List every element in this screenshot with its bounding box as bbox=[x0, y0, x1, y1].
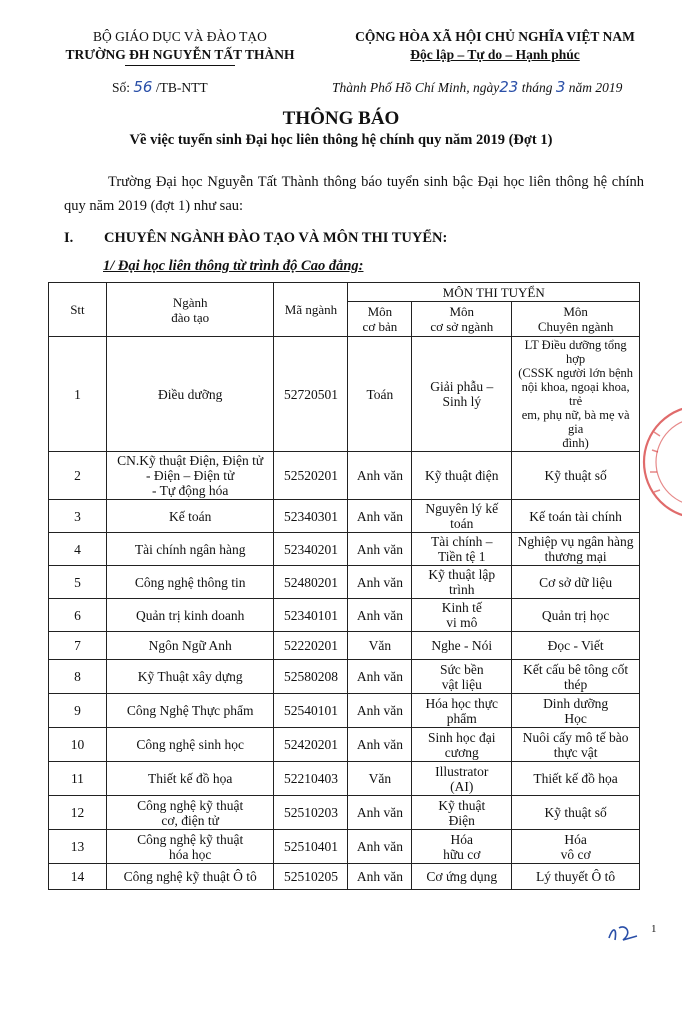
mon-chuyen-nganh-cell: Nuôi cấy mô tế bào thực vật bbox=[512, 728, 640, 762]
nganh-cell: Kế toán bbox=[106, 500, 274, 533]
table-row bbox=[49, 660, 640, 694]
section-number: I. bbox=[64, 230, 74, 246]
mon-co-so-cell: Sức bền vật liệu bbox=[412, 660, 512, 694]
table-row bbox=[49, 566, 640, 599]
mon-chuyen-nganh-cell: Thiết kế đồ họa bbox=[512, 762, 640, 796]
mon-co-so-cell: Hóa hữu cơ bbox=[412, 830, 512, 864]
mon-co-so-cell: Kỹ thuật điện bbox=[412, 452, 512, 500]
mon-co-ban-cell: Văn bbox=[348, 762, 412, 796]
mon-chuyen-nganh-cell: LT Điều dưỡng tổng hợp (CSSK người lớn bệnh nội khoa, ngoại khoa, trẻ em, phụ nữ, bà mẹ và gia đình) bbox=[512, 337, 640, 452]
header-chuyen-nganh: Môn Chuyên ngành bbox=[512, 302, 640, 337]
mon-co-ban-cell: Anh văn bbox=[348, 566, 412, 599]
mon-co-ban-cell: Anh văn bbox=[348, 660, 412, 694]
nganh-cell: Công nghệ kỹ thuật Ô tô bbox=[106, 864, 274, 890]
header-nganh: Ngành đào tạo bbox=[106, 283, 274, 337]
ma-nganh-cell: 52480201 bbox=[274, 566, 348, 599]
mon-co-so-cell: Kinh tế vi mô bbox=[412, 599, 512, 632]
ma-nganh-cell: 52720501 bbox=[274, 337, 348, 452]
header-co-ban: Môn cơ bản bbox=[348, 302, 412, 337]
signature-initial bbox=[603, 918, 647, 953]
stt-cell: 6 bbox=[49, 599, 107, 632]
stt-cell: 5 bbox=[49, 566, 107, 599]
ma-nganh-cell: 52510203 bbox=[274, 796, 348, 830]
mon-co-ban-cell: Toán bbox=[348, 337, 412, 452]
mon-co-ban-cell: Anh văn bbox=[348, 599, 412, 632]
doc-number-handwritten: 56 bbox=[133, 78, 153, 96]
mon-co-ban-cell: Anh văn bbox=[348, 864, 412, 890]
ma-nganh-cell: 52580208 bbox=[274, 660, 348, 694]
mon-co-ban-cell: Anh văn bbox=[348, 796, 412, 830]
nganh-cell: Công nghệ thông tin bbox=[106, 566, 274, 599]
nganh-cell: Điều dưỡng bbox=[106, 337, 274, 452]
mon-co-so-cell: Kỹ thuật lập trình bbox=[412, 566, 512, 599]
mon-co-so-cell: Nghe - Nói bbox=[412, 632, 512, 660]
header-stt: Stt bbox=[49, 283, 107, 337]
university-name: TRƯỜNG ĐH NGUYỄN TẤT THÀNH bbox=[65, 47, 295, 62]
ma-nganh-cell: 52510401 bbox=[274, 830, 348, 864]
nganh-cell: Quản trị kinh doanh bbox=[106, 599, 274, 632]
document-subtitle: Về việc tuyển sinh Đại học liên thông hệ chính quy năm 2019 (Đợt 1) bbox=[129, 132, 553, 148]
mon-chuyen-nganh-cell: Cơ sở dữ liệu bbox=[512, 566, 640, 599]
table-row bbox=[49, 632, 640, 660]
nganh-cell: Ngôn Ngữ Anh bbox=[106, 632, 274, 660]
mon-co-ban-cell: Anh văn bbox=[348, 694, 412, 728]
red-stamp bbox=[640, 392, 682, 532]
mon-co-ban-cell: Anh văn bbox=[348, 728, 412, 762]
intro-paragraph: Trường Đại học Nguyễn Tất Thành thông báo tuyển sinh bậc Đại học liên thông hệ chính quy năm 2019 (đợt 1) như sau: bbox=[64, 174, 644, 214]
nganh-cell: Công nghệ kỹ thuật cơ, điện tử bbox=[106, 796, 274, 830]
stt-cell: 10 bbox=[49, 728, 107, 762]
mon-chuyen-nganh-cell: Lý thuyết Ô tô bbox=[512, 864, 640, 890]
mon-chuyen-nganh-cell: Quản trị học bbox=[512, 599, 640, 632]
program-table-body bbox=[49, 337, 640, 890]
table-row bbox=[49, 762, 640, 796]
stt-cell: 1 bbox=[49, 337, 107, 452]
stt-cell: 9 bbox=[49, 694, 107, 728]
nganh-cell: Công nghệ sinh học bbox=[106, 728, 274, 762]
country-name: CỘNG HÒA XÃ HỘI CHỦ NGHĨA VIỆT NAM bbox=[355, 29, 635, 44]
stt-cell: 8 bbox=[49, 660, 107, 694]
ma-nganh-cell: 52520201 bbox=[274, 452, 348, 500]
mon-co-ban-cell: Văn bbox=[348, 632, 412, 660]
mon-co-so-cell: Kỹ thuật Điện bbox=[412, 796, 512, 830]
nganh-cell: Tài chính ngân hàng bbox=[106, 533, 274, 566]
table-row bbox=[49, 599, 640, 632]
stt-cell: 7 bbox=[49, 632, 107, 660]
mon-co-so-cell: Cơ ứng dụng bbox=[412, 864, 512, 890]
stt-cell: 13 bbox=[49, 830, 107, 864]
ma-nganh-cell: 52210403 bbox=[274, 762, 348, 796]
section-heading-1 bbox=[64, 230, 447, 247]
mon-co-ban-cell: Anh văn bbox=[348, 452, 412, 500]
header-right bbox=[330, 28, 660, 64]
date-day-handwritten: 23 bbox=[499, 78, 519, 96]
table-row bbox=[49, 337, 640, 452]
header-ma-nganh: Mã ngành bbox=[274, 283, 348, 337]
mon-co-so-cell: Nguyên lý kế toán bbox=[412, 500, 512, 533]
stt-cell: 12 bbox=[49, 796, 107, 830]
page-number: 1 bbox=[651, 923, 657, 935]
place-date: Thành Phố Hồ Chí Minh, ngày23 tháng 3 năm 2019 bbox=[332, 78, 623, 96]
table-row bbox=[49, 452, 640, 500]
table-row bbox=[49, 864, 640, 890]
nganh-cell: CN.Kỹ thuật Điện, Điện tử - Điện – Điện tử - Tự động hóa bbox=[106, 452, 274, 500]
mon-co-so-cell: Hóa học thực phẩm bbox=[412, 694, 512, 728]
document-number: Số: 56 /TB-NTT bbox=[112, 78, 208, 96]
table-row bbox=[49, 796, 640, 830]
header-mon-thi: MÔN THI TUYỂN bbox=[348, 283, 640, 302]
ma-nganh-cell: 52340201 bbox=[274, 533, 348, 566]
subsection-heading: 1/ Đại học liên thông từ trình độ Cao đẳng: bbox=[103, 258, 364, 274]
table-row bbox=[49, 533, 640, 566]
program-table bbox=[48, 282, 640, 890]
nganh-cell: Thiết kế đồ họa bbox=[106, 762, 274, 796]
mon-chuyen-nganh-cell: Kỹ thuật số bbox=[512, 796, 640, 830]
section-title: CHUYÊN NGÀNH ĐÀO TẠO VÀ MÔN THI TUYỂN: bbox=[104, 230, 448, 246]
table-row bbox=[49, 694, 640, 728]
mon-co-ban-cell: Anh văn bbox=[348, 533, 412, 566]
mon-chuyen-nganh-cell: Hóa vô cơ bbox=[512, 830, 640, 864]
mon-co-ban-cell: Anh văn bbox=[348, 500, 412, 533]
mon-chuyen-nganh-cell: Kế toán tài chính bbox=[512, 500, 640, 533]
ma-nganh-cell: 52510205 bbox=[274, 864, 348, 890]
stt-cell: 2 bbox=[49, 452, 107, 500]
stt-cell: 3 bbox=[49, 500, 107, 533]
ma-nganh-cell: 52420201 bbox=[274, 728, 348, 762]
mon-co-ban-cell: Anh văn bbox=[348, 830, 412, 864]
nganh-cell: Công nghệ kỹ thuật hóa học bbox=[106, 830, 274, 864]
stt-cell: 11 bbox=[49, 762, 107, 796]
mon-chuyen-nganh-cell: Dinh dưỡng Học bbox=[512, 694, 640, 728]
national-motto: Độc lập – Tự do – Hạnh phúc bbox=[410, 47, 580, 62]
nganh-cell: Công Nghệ Thực phẩm bbox=[106, 694, 274, 728]
mon-chuyen-nganh-cell: Nghiệp vụ ngân hàng thương mại bbox=[512, 533, 640, 566]
mon-chuyen-nganh-cell: Đọc - Viết bbox=[512, 632, 640, 660]
ma-nganh-cell: 52540101 bbox=[274, 694, 348, 728]
ma-nganh-cell: 52340301 bbox=[274, 500, 348, 533]
mon-co-so-cell: Sinh học đại cương bbox=[412, 728, 512, 762]
ma-nganh-cell: 52220201 bbox=[274, 632, 348, 660]
mon-chuyen-nganh-cell: Kỹ thuật số bbox=[512, 452, 640, 500]
stt-cell: 14 bbox=[49, 864, 107, 890]
date-month-handwritten: 3 bbox=[555, 78, 566, 96]
stt-cell: 4 bbox=[49, 533, 107, 566]
mon-co-so-cell: Tài chính – Tiền tệ 1 bbox=[412, 533, 512, 566]
ministry-name: BỘ GIÁO DỤC VÀ ĐÀO TẠO bbox=[93, 29, 267, 44]
nganh-cell: Kỹ Thuật xây dựng bbox=[106, 660, 274, 694]
header-left-underline bbox=[125, 65, 235, 66]
mon-co-so-cell: Giải phẫu – Sinh lý bbox=[412, 337, 512, 452]
document-title: THÔNG BÁO bbox=[282, 108, 400, 129]
header-left bbox=[60, 28, 300, 66]
table-row bbox=[49, 500, 640, 533]
table-row bbox=[49, 728, 640, 762]
mon-chuyen-nganh-cell: Kết cấu bê tông cốt thép bbox=[512, 660, 640, 694]
header-co-so: Môn cơ sở ngành bbox=[412, 302, 512, 337]
table-row bbox=[49, 830, 640, 864]
mon-co-so-cell: Illustrator (AI) bbox=[412, 762, 512, 796]
ma-nganh-cell: 52340101 bbox=[274, 599, 348, 632]
